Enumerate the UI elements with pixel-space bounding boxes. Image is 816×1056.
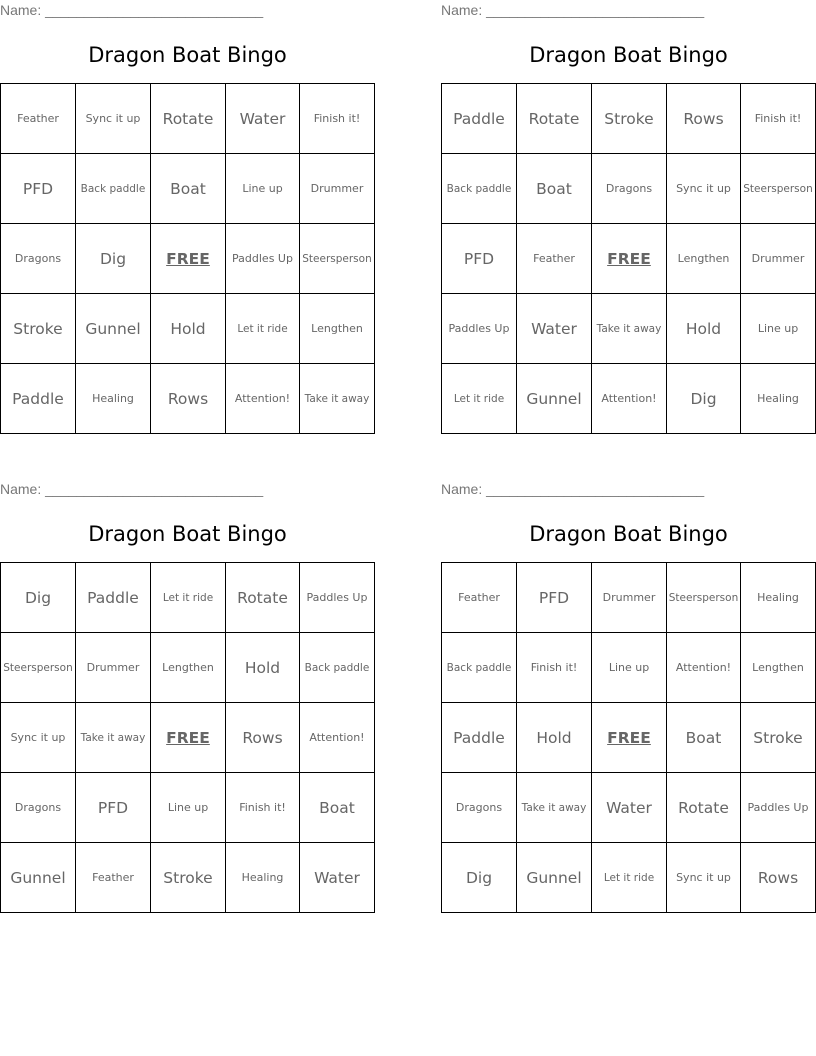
bingo-cell: Hold xyxy=(667,294,741,364)
bingo-cell: Rows xyxy=(741,843,816,913)
bingo-cell: Dig xyxy=(76,224,151,294)
bingo-row xyxy=(442,224,816,294)
bingo-cell: Rotate xyxy=(226,563,300,633)
bingo-cell: Back paddle xyxy=(442,154,517,224)
bingo-cell: Lengthen xyxy=(300,294,375,364)
bingo-cell: PFD xyxy=(442,224,517,294)
bingo-grid xyxy=(441,562,816,913)
bingo-cell: Drummer xyxy=(592,563,667,633)
bingo-cell: Steersperson xyxy=(300,224,375,294)
name-field-label: Name: ____________________________ xyxy=(0,2,264,18)
bingo-row xyxy=(1,84,375,154)
bingo-cell: Attention! xyxy=(300,703,375,773)
bingo-cell: Water xyxy=(517,294,592,364)
bingo-row xyxy=(442,773,816,843)
bingo-cell: Stroke xyxy=(741,703,816,773)
bingo-grid xyxy=(0,562,375,913)
bingo-row xyxy=(1,843,375,913)
bingo-row xyxy=(1,154,375,224)
bingo-row xyxy=(442,633,816,703)
bingo-cell: Feather xyxy=(442,563,517,633)
bingo-cell: Let it ride xyxy=(226,294,300,364)
bingo-cell: Take it away xyxy=(76,703,151,773)
bingo-row xyxy=(442,563,816,633)
bingo-cell: Attention! xyxy=(226,364,300,434)
bingo-cell: Line up xyxy=(226,154,300,224)
bingo-row xyxy=(442,154,816,224)
bingo-cell: Lengthen xyxy=(741,633,816,703)
bingo-cell: PFD xyxy=(517,563,592,633)
bingo-cell: Water xyxy=(592,773,667,843)
bingo-cell: Gunnel xyxy=(517,364,592,434)
bingo-row xyxy=(1,224,375,294)
card-title: Dragon Boat Bingo xyxy=(529,522,728,546)
bingo-cell: Hold xyxy=(226,633,300,703)
bingo-cell: Take it away xyxy=(300,364,375,434)
name-field-label: Name: ____________________________ xyxy=(441,2,705,18)
bingo-cell: Paddle xyxy=(442,84,517,154)
card-title: Dragon Boat Bingo xyxy=(88,522,287,546)
bingo-grid xyxy=(441,83,816,434)
bingo-cell: Steersperson xyxy=(1,633,76,703)
bingo-cell: Steersperson xyxy=(741,154,816,224)
bingo-cell: Gunnel xyxy=(517,843,592,913)
bingo-cell: Paddles Up xyxy=(741,773,816,843)
bingo-cell: Healing xyxy=(741,563,816,633)
bingo-cell: Drummer xyxy=(76,633,151,703)
bingo-grid xyxy=(0,83,375,434)
bingo-row xyxy=(1,773,375,843)
bingo-cell: Paddle xyxy=(442,703,517,773)
bingo-row xyxy=(1,703,375,773)
free-space-cell: FREE xyxy=(151,703,226,773)
bingo-row xyxy=(442,84,816,154)
bingo-cell: Finish it! xyxy=(226,773,300,843)
bingo-cell: Drummer xyxy=(741,224,816,294)
bingo-cell: Rows xyxy=(151,364,226,434)
bingo-cell: Sync it up xyxy=(1,703,76,773)
bingo-cell: Stroke xyxy=(1,294,76,364)
bingo-cell: Sync it up xyxy=(76,84,151,154)
bingo-cell: Rotate xyxy=(667,773,741,843)
bingo-row xyxy=(1,364,375,434)
bingo-cell: Stroke xyxy=(592,84,667,154)
bingo-cell: Sync it up xyxy=(667,154,741,224)
bingo-cell: Gunnel xyxy=(1,843,76,913)
bingo-cell: Paddle xyxy=(1,364,76,434)
card-title: Dragon Boat Bingo xyxy=(529,43,728,67)
bingo-cell: Line up xyxy=(741,294,816,364)
bingo-cell: PFD xyxy=(76,773,151,843)
bingo-cell: Let it ride xyxy=(151,563,226,633)
bingo-cell: Dig xyxy=(1,563,76,633)
bingo-cell: Boat xyxy=(517,154,592,224)
bingo-cell: Let it ride xyxy=(442,364,517,434)
bingo-cell: Boat xyxy=(300,773,375,843)
bingo-cell: Dragons xyxy=(592,154,667,224)
name-field-label: Name: ____________________________ xyxy=(441,481,705,497)
bingo-cell: Boat xyxy=(667,703,741,773)
bingo-cell: Feather xyxy=(1,84,76,154)
bingo-row xyxy=(442,294,816,364)
bingo-cell: Paddles Up xyxy=(442,294,517,364)
bingo-cell: Rotate xyxy=(517,84,592,154)
bingo-row xyxy=(442,703,816,773)
bingo-cell: Paddles Up xyxy=(300,563,375,633)
free-space-cell: FREE xyxy=(151,224,226,294)
bingo-cell: Water xyxy=(300,843,375,913)
bingo-row xyxy=(1,294,375,364)
card-title: Dragon Boat Bingo xyxy=(88,43,287,67)
bingo-cell: Dragons xyxy=(442,773,517,843)
bingo-cell: Finish it! xyxy=(300,84,375,154)
bingo-cell: Stroke xyxy=(151,843,226,913)
bingo-cell: Take it away xyxy=(517,773,592,843)
bingo-row xyxy=(442,843,816,913)
bingo-cell: Dig xyxy=(667,364,741,434)
bingo-cell: Feather xyxy=(76,843,151,913)
bingo-cell: Healing xyxy=(226,843,300,913)
bingo-cell: Rows xyxy=(226,703,300,773)
bingo-cell: Drummer xyxy=(300,154,375,224)
bingo-cell: Paddles Up xyxy=(226,224,300,294)
bingo-cell: Rows xyxy=(667,84,741,154)
bingo-cell: Back paddle xyxy=(442,633,517,703)
bingo-cell: Paddle xyxy=(76,563,151,633)
bingo-cell: Sync it up xyxy=(667,843,741,913)
bingo-cell: Finish it! xyxy=(517,633,592,703)
bingo-cell: Dragons xyxy=(1,224,76,294)
name-field-label: Name: ____________________________ xyxy=(0,481,264,497)
bingo-cell: Feather xyxy=(517,224,592,294)
bingo-cell: Lengthen xyxy=(151,633,226,703)
bingo-row xyxy=(1,563,375,633)
bingo-cell: Water xyxy=(226,84,300,154)
bingo-cell: Take it away xyxy=(592,294,667,364)
free-space-cell: FREE xyxy=(592,224,667,294)
bingo-cell: Finish it! xyxy=(741,84,816,154)
bingo-cell: Healing xyxy=(76,364,151,434)
bingo-cell: Gunnel xyxy=(76,294,151,364)
bingo-cell: Lengthen xyxy=(667,224,741,294)
bingo-row xyxy=(1,633,375,703)
bingo-cell: Dragons xyxy=(1,773,76,843)
bingo-row xyxy=(442,364,816,434)
bingo-cell: Dig xyxy=(442,843,517,913)
bingo-cell: Attention! xyxy=(592,364,667,434)
bingo-cell: Rotate xyxy=(151,84,226,154)
free-space-cell: FREE xyxy=(592,703,667,773)
bingo-cell: Hold xyxy=(151,294,226,364)
bingo-cell: Back paddle xyxy=(300,633,375,703)
bingo-cell: PFD xyxy=(1,154,76,224)
bingo-cell: Let it ride xyxy=(592,843,667,913)
bingo-cell: Hold xyxy=(517,703,592,773)
bingo-cell: Attention! xyxy=(667,633,741,703)
bingo-cell: Healing xyxy=(741,364,816,434)
bingo-cell: Boat xyxy=(151,154,226,224)
bingo-cell: Line up xyxy=(592,633,667,703)
bingo-cell: Back paddle xyxy=(76,154,151,224)
bingo-cell: Steersperson xyxy=(667,563,741,633)
bingo-cell: Line up xyxy=(151,773,226,843)
